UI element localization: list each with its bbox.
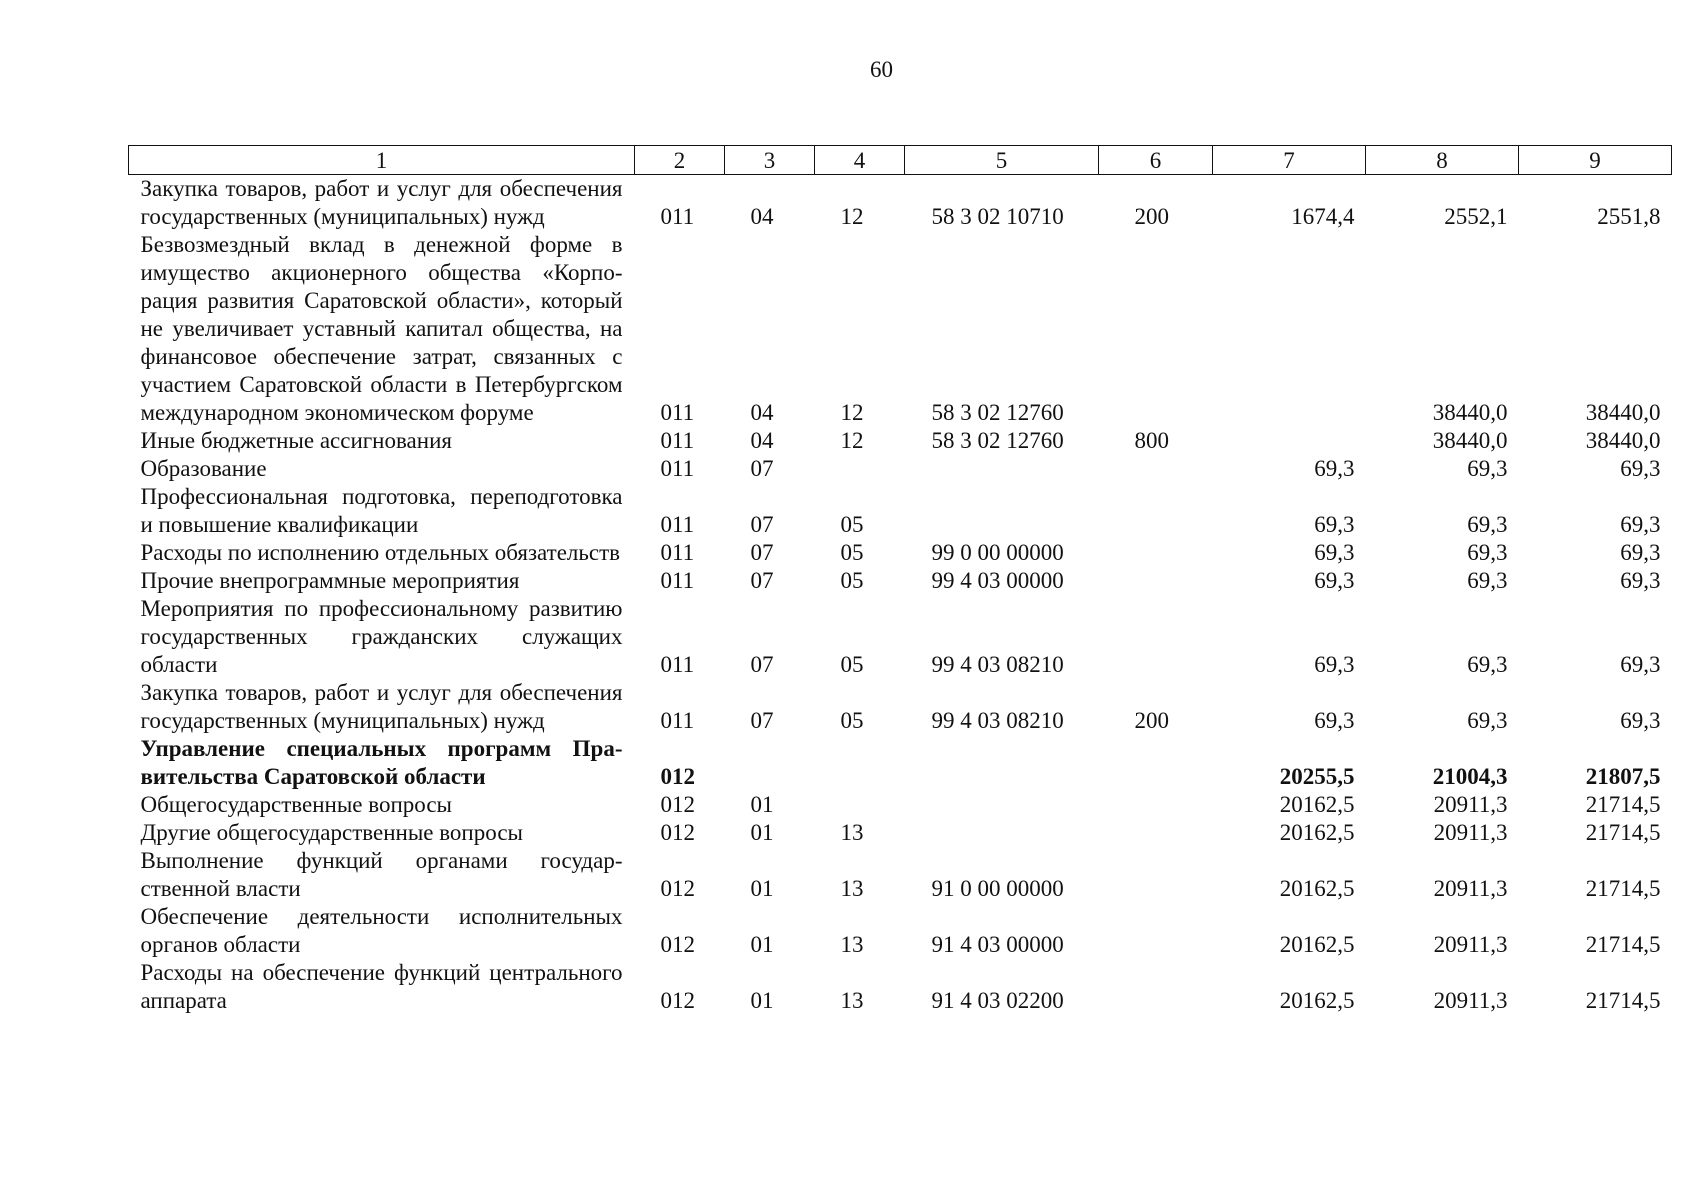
ministry-code: 011 (660, 204, 695, 229)
header-col-2: 2 (635, 146, 725, 175)
amount-year-3: 21714,5 (1585, 792, 1661, 817)
table-row (129, 539, 1672, 567)
target-article-code: 58 3 02 12760 (931, 400, 1064, 425)
subsection-code: 05 (840, 512, 864, 537)
amount-year-3: 21714,5 (1585, 820, 1661, 845)
target-article-code: 91 0 00 00000 (931, 876, 1064, 901)
section-code: 07 (750, 652, 774, 677)
ministry-code: 012 (660, 792, 695, 817)
amount-year-1: 20162,5 (1279, 792, 1355, 817)
budget-table (128, 145, 1672, 1015)
section-code: 04 (750, 400, 774, 425)
ministry-code: 011 (660, 512, 695, 537)
section-code: 01 (750, 792, 774, 817)
header-col-1: 1 (129, 146, 635, 175)
amount-year-2: 69,3 (1467, 512, 1508, 537)
expense-type-code: 800 (1134, 428, 1169, 453)
amount-year-1 (1213, 231, 1366, 427)
expense-type-code (1099, 791, 1213, 819)
expense-type-code (1099, 847, 1213, 903)
target-article-code: 58 3 02 12760 (931, 428, 1064, 453)
ministry-code: 011 (660, 540, 695, 565)
subsection-code (815, 455, 905, 483)
amount-year-2: 38440,0 (1432, 400, 1508, 425)
amount-year-3: 69,3 (1620, 568, 1661, 593)
section-code: 01 (750, 932, 774, 957)
target-article-code: 91 4 03 02200 (931, 988, 1064, 1013)
amount-year-3: 38440,0 (1585, 428, 1661, 453)
amount-year-3: 21714,5 (1585, 932, 1661, 957)
amount-year-2: 20911,3 (1433, 876, 1508, 901)
item-name: Закупка товаров, работ и услуг для обеспечения государственных (муниципальных) нужд (140, 680, 623, 733)
table-row (129, 231, 1672, 427)
amount-year-1: 69,3 (1314, 652, 1355, 677)
table-row (129, 175, 1672, 232)
header-col-5: 5 (905, 146, 1099, 175)
expense-type-code (1099, 539, 1213, 567)
section-code: 01 (750, 820, 774, 845)
amount-year-3: 69,3 (1620, 708, 1661, 733)
section-code: 01 (750, 988, 774, 1013)
item-name: Другие общегосударственные вопросы (140, 820, 523, 845)
amount-year-1: 20255,5 (1279, 764, 1355, 789)
amount-year-3: 21714,5 (1585, 876, 1661, 901)
amount-year-1: 69,3 (1314, 540, 1355, 565)
expense-type-code (1099, 735, 1213, 791)
table-row (129, 959, 1672, 1015)
table-row (129, 483, 1672, 539)
header-col-4: 4 (815, 146, 905, 175)
amount-year-1: 20162,5 (1279, 988, 1355, 1013)
amount-year-1: 20162,5 (1279, 820, 1355, 845)
target-article-code (905, 735, 1099, 791)
header-row (129, 146, 1672, 175)
expense-type-code (1099, 595, 1213, 679)
amount-year-3: 69,3 (1620, 540, 1661, 565)
ministry-code: 012 (660, 932, 695, 957)
table-row (129, 567, 1672, 595)
header-col-8: 8 (1366, 146, 1519, 175)
section-code: 07 (750, 540, 774, 565)
amount-year-3: 2551,8 (1597, 204, 1661, 229)
expense-type-code (1099, 567, 1213, 595)
expense-type-code: 200 (1134, 708, 1169, 733)
table-row (129, 819, 1672, 847)
table-row (129, 595, 1672, 679)
item-name: Обеспечение деятельности исполнительных органов области (140, 904, 623, 957)
ministry-code: 011 (660, 708, 695, 733)
section-code: 07 (750, 512, 774, 537)
table-body (129, 175, 1672, 1016)
item-name: Закупка товаров, работ и услуг для обеспечения государственных (муниципальных) нужд (140, 176, 623, 229)
ministry-code: 012 (660, 820, 695, 845)
amount-year-1: 69,3 (1314, 456, 1355, 481)
amount-year-2: 69,3 (1467, 708, 1508, 733)
table-row (129, 847, 1672, 903)
amount-year-2: 20911,3 (1433, 932, 1508, 957)
amount-year-3: 69,3 (1620, 652, 1661, 677)
item-name: Управление специальных программ Правительства Саратовской области (140, 736, 623, 789)
item-name: Выполнение функций органами государственной власти (140, 848, 623, 901)
item-name: Мероприятия по профессиональному развитию государственных гражданских служащих области (140, 596, 623, 677)
amount-year-2: 69,3 (1467, 568, 1508, 593)
expense-type-code (1099, 483, 1213, 539)
section-code (725, 735, 815, 791)
ministry-code: 011 (660, 400, 695, 425)
amount-year-2: 20911,3 (1433, 820, 1508, 845)
amount-year-2: 69,3 (1467, 540, 1508, 565)
subsection-code: 12 (840, 204, 864, 229)
expense-type-code (1099, 455, 1213, 483)
subsection-code: 13 (840, 876, 864, 901)
subsection-code: 05 (840, 568, 864, 593)
item-name: Образование (140, 456, 267, 481)
target-article-code: 99 4 03 08210 (931, 708, 1064, 733)
subsection-code: 05 (840, 708, 864, 733)
amount-year-2: 21004,3 (1432, 764, 1508, 789)
subsection-code (815, 791, 905, 819)
amount-year-1: 69,3 (1314, 708, 1355, 733)
ministry-code: 012 (660, 764, 695, 789)
target-article-code (905, 483, 1099, 539)
section-code: 07 (750, 708, 774, 733)
amount-year-2: 69,3 (1467, 456, 1508, 481)
ministry-code: 011 (660, 652, 695, 677)
table-row (129, 679, 1672, 735)
table-row (129, 903, 1672, 959)
amount-year-2: 20911,3 (1433, 988, 1508, 1013)
amount-year-2: 69,3 (1467, 652, 1508, 677)
table-row (129, 427, 1672, 455)
section-code: 07 (750, 568, 774, 593)
item-name: Расходы по исполнению отдельных обязательств (140, 540, 620, 565)
header-col-3: 3 (725, 146, 815, 175)
section-code: 04 (750, 428, 774, 453)
amount-year-3: 38440,0 (1585, 400, 1661, 425)
subsection-code: 12 (840, 428, 864, 453)
amount-year-1: 69,3 (1314, 512, 1355, 537)
item-name: Расходы на обеспечение функций центрального аппарата (140, 960, 623, 1013)
section-code: 04 (750, 204, 774, 229)
expense-type-code (1099, 959, 1213, 1015)
target-article-code (905, 819, 1099, 847)
amount-year-2: 20911,3 (1433, 792, 1508, 817)
target-article-code (905, 455, 1099, 483)
header-col-6: 6 (1099, 146, 1213, 175)
expense-type-code: 200 (1134, 204, 1169, 229)
subsection-code: 13 (840, 988, 864, 1013)
item-name: Иные бюджетные ассигнования (140, 428, 452, 453)
expense-type-code (1099, 231, 1213, 427)
amount-year-1: 69,3 (1314, 568, 1355, 593)
amount-year-3: 69,3 (1620, 512, 1661, 537)
amount-year-1: 1674,4 (1291, 204, 1355, 229)
section-code: 01 (750, 876, 774, 901)
target-article-code: 58 3 02 10710 (931, 204, 1064, 229)
subsection-code (815, 735, 905, 791)
subsection-code: 13 (840, 820, 864, 845)
header-col-7: 7 (1213, 146, 1366, 175)
header-col-9: 9 (1519, 146, 1672, 175)
amount-year-2: 38440,0 (1432, 428, 1508, 453)
item-name: Безвозмездный вклад в денежной форме в имущество акционерного общества «Корпорация развития Саратовской области», который не увеличивает уставный капитал общества, на финансовое обеспечение затрат, связанных с участием Саратовской области в Петербургском международном экономическом форуме (140, 232, 623, 425)
target-article-code (905, 791, 1099, 819)
target-article-code: 99 4 03 00000 (931, 568, 1064, 593)
table-row (129, 735, 1672, 791)
amount-year-1 (1213, 427, 1366, 455)
item-name: Профессиональная подготовка, переподготовка и повышение квалификации (140, 484, 623, 537)
amount-year-1: 20162,5 (1279, 876, 1355, 901)
subsection-code: 12 (840, 400, 864, 425)
item-name: Общегосударственные вопросы (140, 792, 452, 817)
amount-year-2: 2552,1 (1444, 204, 1508, 229)
amount-year-3: 21807,5 (1585, 764, 1661, 789)
ministry-code: 011 (660, 428, 695, 453)
expense-type-code (1099, 819, 1213, 847)
page-number: 60 (870, 57, 893, 82)
ministry-code: 012 (660, 876, 695, 901)
table-header (129, 146, 1672, 175)
target-article-code: 99 4 03 08210 (931, 652, 1064, 677)
subsection-code: 13 (840, 932, 864, 957)
amount-year-1: 20162,5 (1279, 932, 1355, 957)
subsection-code: 05 (840, 652, 864, 677)
ministry-code: 011 (660, 456, 695, 481)
table-row (129, 791, 1672, 819)
amount-year-3: 69,3 (1620, 456, 1661, 481)
item-name: Прочие внепрограммные мероприятия (140, 568, 520, 593)
target-article-code: 91 4 03 00000 (931, 932, 1064, 957)
subsection-code: 05 (840, 540, 864, 565)
ministry-code: 011 (660, 568, 695, 593)
target-article-code: 99 0 00 00000 (931, 540, 1064, 565)
table-row (129, 455, 1672, 483)
section-code: 07 (750, 456, 774, 481)
amount-year-3: 21714,5 (1585, 988, 1661, 1013)
expense-type-code (1099, 903, 1213, 959)
ministry-code: 012 (660, 988, 695, 1013)
